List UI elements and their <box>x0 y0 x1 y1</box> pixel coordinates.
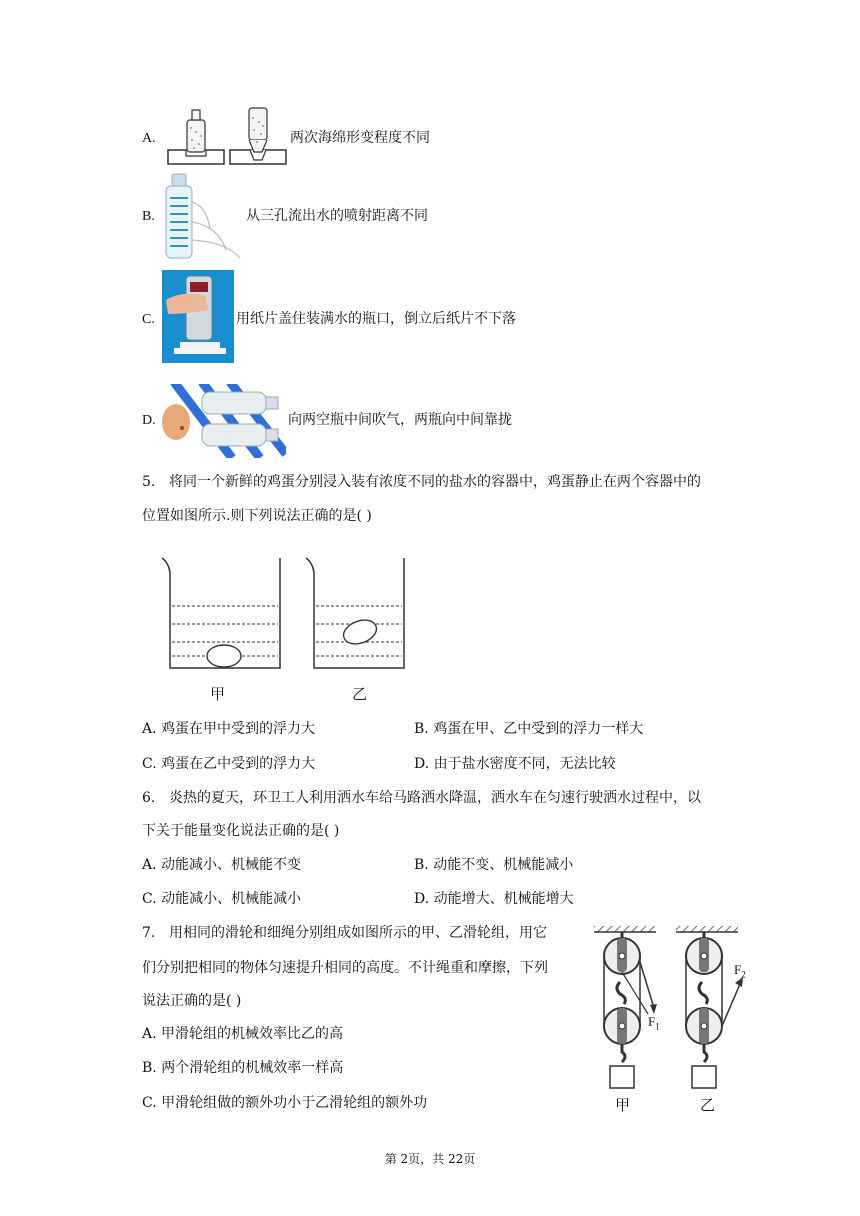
q5-stem-line1: 将同一个新鲜的鸡蛋分别浸入装有浓度不同的盐水的容器中，鸡蛋静止在两个容器中的 <box>169 474 701 490</box>
q5-label-jia: 甲 <box>210 685 226 703</box>
q7-stem-line3: 说法正确的是( ) <box>142 993 242 1009</box>
q6-stem-line1: 炎热的夏天，环卫工人利用洒水车给马路洒水降温，洒水车在匀速行驶洒水过程中，以 <box>169 790 701 806</box>
q5-option-c: C. 鸡蛋在乙中受到的浮力大 <box>142 756 316 772</box>
option-b-letter: B. <box>142 209 155 224</box>
blowing-bottles-figure <box>162 384 286 458</box>
eggs-in-beakers-figure <box>150 552 420 702</box>
q7-stem-line1: 用相同的滑轮和细绳分别组成如图所示的甲、乙滑轮组，用它 <box>169 925 547 941</box>
water-bottle-holes-figure <box>160 172 244 262</box>
inverted-bottle-paper-figure <box>162 270 234 363</box>
q7-label-jia: 甲 <box>615 1096 631 1114</box>
q6-stem-line2: 下关于能量变化说法正确的是( ) <box>142 823 340 839</box>
q7-option-c: C. 甲滑轮组做的额外功小于乙滑轮组的额外功 <box>142 1095 428 1111</box>
q5-option-a: A. 鸡蛋在甲中受到的浮力大 <box>142 721 316 737</box>
q7-number: 7. <box>142 925 156 941</box>
option-b-text: 从三孔流出水的喷射距离不同 <box>246 208 428 224</box>
option-c-letter: C. <box>142 312 155 327</box>
option-c-text: 用纸片盖住装满水的瓶口，倒立后纸片不下落 <box>236 311 516 327</box>
q7-option-b: B. 两个滑轮组的机械效率一样高 <box>142 1060 344 1076</box>
q7-label-yi: 乙 <box>700 1096 716 1114</box>
sponge-bottles-figure <box>166 106 288 166</box>
q6-option-b: B. 动能不变、机械能减小 <box>414 857 574 873</box>
option-d-text: 向两空瓶中间吹气，两瓶向中间靠拢 <box>288 412 512 428</box>
page-footer: 第 2页，共 22页 <box>384 1152 476 1166</box>
q6-option-c: C. 动能减小、机械能减小 <box>142 891 302 907</box>
q6-option-a: A. 动能减小、机械能不变 <box>142 857 302 873</box>
q6-option-d: D. 动能增大、机械能增大 <box>414 891 574 907</box>
q7-stem-line2: 们分别把相同的物体匀速提升相同的高度。不计绳重和摩擦，下列 <box>142 960 548 976</box>
q5-number: 5. <box>142 474 156 490</box>
q7-force-f1: $F_1$ <box>648 1014 660 1032</box>
option-a-letter: A. <box>142 131 156 146</box>
q5-option-b: B. 鸡蛋在甲、乙中受到的浮力一样大 <box>414 721 644 737</box>
q7-force-f2: $F_2$ <box>734 962 746 980</box>
q6-number: 6. <box>142 790 156 806</box>
q5-option-d: D. 由于盐水密度不同，无法比较 <box>414 756 616 772</box>
q5-label-yi: 乙 <box>352 685 368 703</box>
option-a-text: 两次海绵形变程度不同 <box>290 130 430 146</box>
option-d-letter: D. <box>142 413 156 428</box>
q5-stem-line2: 位置如图所示.则下列说法正确的是( ) <box>142 508 372 524</box>
pulley-systems-figure <box>590 922 750 1098</box>
q7-option-a: A. 甲滑轮组的机械效率比乙的高 <box>142 1026 344 1042</box>
